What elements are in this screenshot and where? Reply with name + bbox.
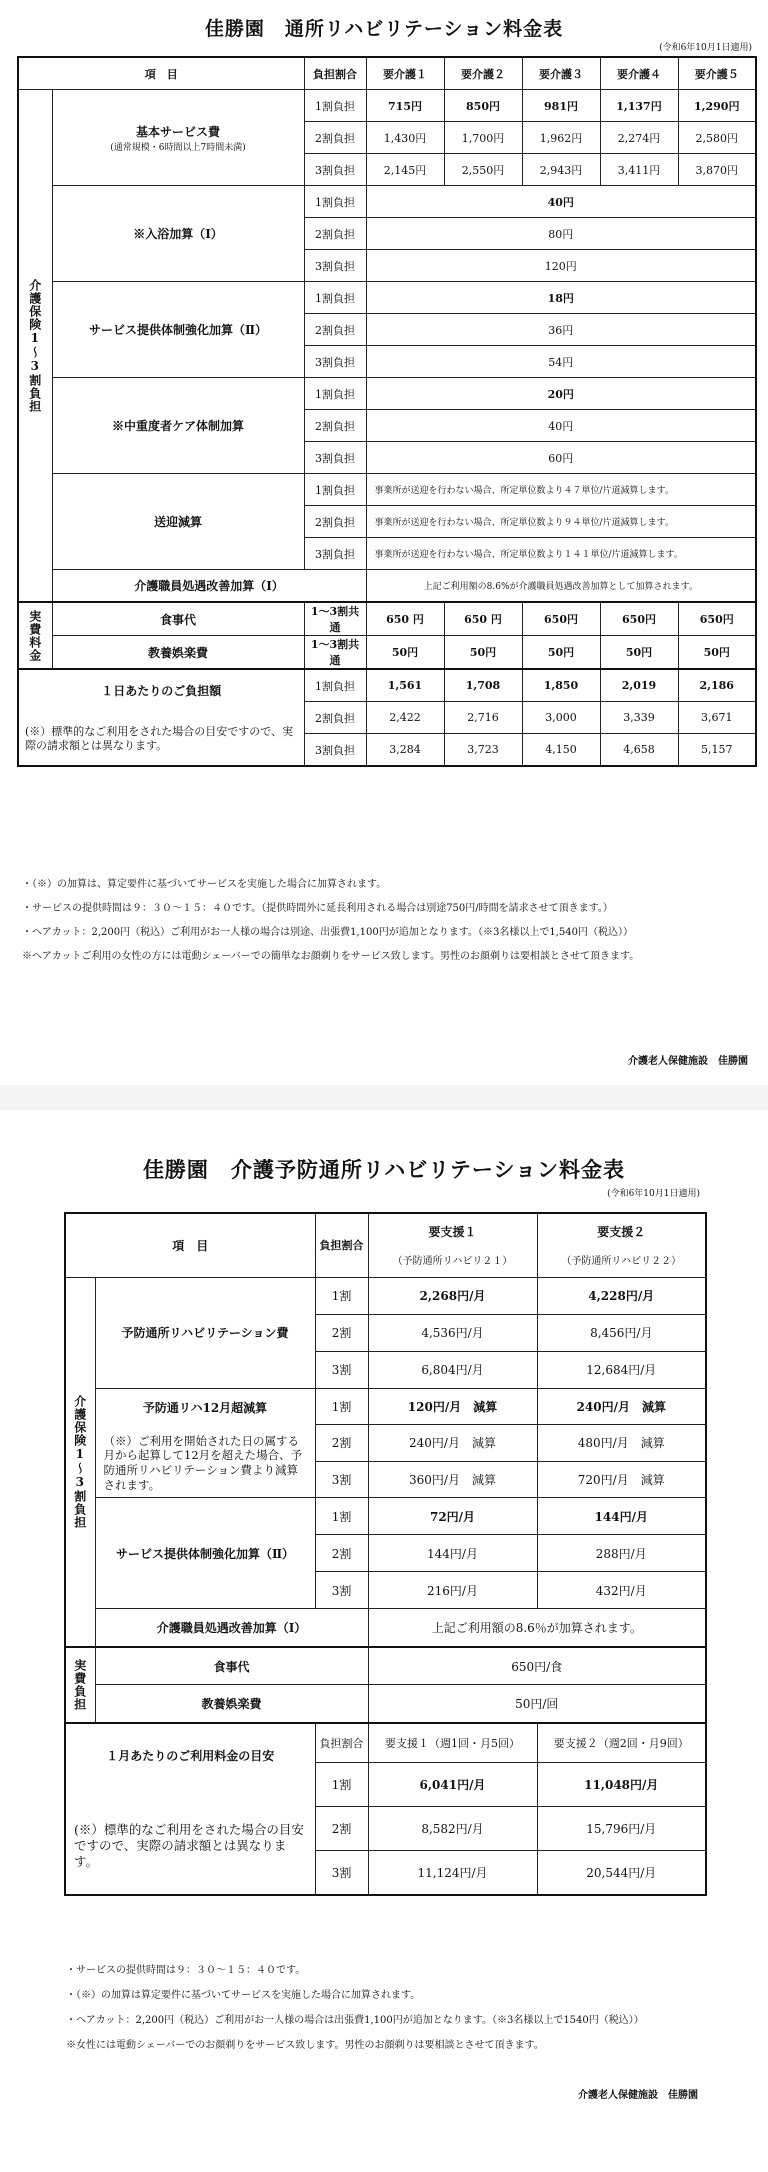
value-cell: 3,411円 [600,154,678,186]
value-cell: 20,544円/月 [537,1851,706,1895]
value-cell: 15,796円/月 [537,1807,706,1851]
rate-cell: 2割負担 [304,702,366,734]
recreation-value: 50円/回 [368,1685,706,1723]
value-cell: 40円 [366,186,756,218]
base-label: 予防通所リハビリテーション費 [95,1277,315,1388]
value-cell: 4,658 [600,734,678,767]
value-cell: 3,000 [522,702,600,734]
value-cell: 480円/月 減算 [537,1425,706,1462]
notes-block [22,880,639,962]
rate-cell: 3割負担 [304,538,366,570]
monthly-label-cell [65,1723,315,1895]
daily-total-label-cell [18,669,304,766]
table-row [65,1498,706,1535]
header-level-3: 要介護３ [522,57,600,90]
value-cell: 50円 [444,636,522,670]
value-cell: 1,561 [366,669,444,702]
fee-sheet-daycare [0,0,768,1085]
value-cell: 2,422 [366,702,444,734]
base-service-label [52,90,304,186]
rate-cell: 3割負担 [304,250,366,282]
recreation-label: 教養娯楽費 [52,636,304,670]
value-cell: 288円/月 [537,1535,706,1572]
side-label-actual: 実費負担 [65,1647,95,1723]
meal-label: 食事代 [95,1647,368,1685]
table-row [18,474,756,506]
improve-label: 介護職員処遇改善加算（Ⅰ） [52,570,366,603]
value-cell: 216円/月 [368,1572,537,1609]
value-cell: 50円 [678,636,756,670]
monthly-note: (※）標準的なご利用をされた場合の目安ですので、実際の請求額とは異なります。 [74,1821,304,1870]
table-row [18,90,756,122]
rate-cell: 2割負担 [304,314,366,346]
value-cell: 8,582円/月 [368,1807,537,1851]
value-cell: 18円 [366,282,756,314]
over12-label-cell [95,1388,315,1498]
value-cell: 4,228円/月 [537,1277,706,1314]
monthly-burden-header: 負担割合 [315,1723,368,1763]
value-cell: 1,850 [522,669,600,702]
value-cell: 2,274円 [600,122,678,154]
rate-cell: 1割負担 [304,90,366,122]
improve-value: 上記ご利用額の8.6％が加算されます。 [368,1609,706,1647]
facility-footer: 介護老人保健施設 佳勝園 [628,1056,748,1067]
page-separator [0,1085,768,1110]
value-cell: 50円 [522,636,600,670]
rate-cell: 2割 [315,1425,368,1462]
severe-label: ※中重度者ケア体制加算 [52,378,304,474]
service-label: サービス提供体制強化加算（Ⅱ） [52,282,304,378]
rate-cell: 1割 [315,1498,368,1535]
effective-date-note: (令和6年10月1日適用) [607,1189,700,1199]
value-cell: 36円 [366,314,756,346]
table-row [18,282,756,314]
table-row [18,636,756,670]
value-cell: 2,716 [444,702,522,734]
note-line: ・（※）の加算は、算定要件に基づいてサービスを実施した場合に加算されます。 [22,879,387,890]
service-label: サービス提供体制強化加算（Ⅱ） [95,1498,315,1609]
value-cell: 144円/月 [368,1535,537,1572]
sheet-title: 佳勝園 通所リハビリテーション料金表 [204,18,564,40]
value-cell: 72円/月 [368,1498,537,1535]
meal-value: 650円/食 [368,1647,706,1685]
facility-footer: 介護老人保健施設 佳勝園 [578,2090,698,2101]
value-cell: 1,708 [444,669,522,702]
value-cell: 360円/月 減算 [368,1461,537,1498]
bath-label: ※入浴加算（Ⅰ） [52,186,304,282]
value-cell: 40円 [366,410,756,442]
rate-cell: 2割負担 [304,410,366,442]
value-cell: 4,536円/月 [368,1314,537,1351]
value-cell: 60円 [366,442,756,474]
header-sublevel-2: （予防通所リハビリ２２） [561,1256,682,1268]
value-cell: 6,804円/月 [368,1351,537,1388]
value-cell: 事業所が送迎を行わない場合、所定単位数より４７単位/片道減算します。 [366,474,756,506]
header-level-2-cell [537,1213,706,1277]
table-row [18,602,756,636]
rate-cell: 2割負担 [304,506,366,538]
value-cell: 981円 [522,90,600,122]
value-cell: 2,268円/月 [368,1277,537,1314]
table-row [65,1388,706,1425]
value-cell: 2,580円 [678,122,756,154]
note-line: ・ヘアカット：2,200円（税込）ご利用がお一人様の場合は別途、出張費1,100円が追加となります。（※3名様以上で1,540円（税込）） [22,927,633,938]
value-cell: 3,339 [600,702,678,734]
value-cell: 650 円 [444,602,522,636]
fee-sheet-preventive [0,1110,768,2172]
value-cell: 6,041円/月 [368,1763,537,1807]
sheet-title: 佳勝園 介護予防通所リハビリテーション料金表 [142,1157,626,1182]
header-row [65,1213,706,1277]
rate-cell: 1割負担 [304,282,366,314]
table-row [65,1609,706,1647]
side-label-insurance: 介護保険1〜3割負担 [65,1277,95,1647]
improve-label: 介護職員処遇改善加算（Ⅰ） [95,1609,368,1647]
header-row [18,57,756,90]
side-label-insurance: 介護保険1〜3割負担 [18,90,52,603]
value-cell: 120円/月 減算 [368,1388,537,1425]
note-line: ・ヘアカット：2,200円（税込）ご利用がお一人様の場合は出張費1,100円が追加となります。（※3名様以上で1540円（税込）） [66,2015,644,2026]
header-level-2: 要支援２ [597,1225,646,1240]
rate-cell: 3割 [315,1351,368,1388]
note-line: ※女性には電動シェーバーでのお顔剃りをサービス致します。男性のお顔剃りは要相談とさせて頂きます。 [66,2040,544,2051]
rate-cell: 3割 [315,1851,368,1895]
header-level-2: 要介護２ [444,57,522,90]
value-cell: 12,684円/月 [537,1351,706,1388]
effective-date-note: (令和6年10月1日適用) [659,43,752,53]
preventive-fee-table [64,1212,707,1896]
value-cell: 1,700円 [444,122,522,154]
table-row [18,186,756,218]
value-cell: 50円 [366,636,444,670]
rate-cell: 1割 [315,1763,368,1807]
rate-cell: 2割 [315,1535,368,1572]
transport-label: 送迎減算 [52,474,304,570]
value-cell: 8,456円/月 [537,1314,706,1351]
rate-cell: 1〜3割共通 [304,602,366,636]
header-burden: 負担割合 [315,1213,368,1277]
value-cell: 720円/月 減算 [537,1461,706,1498]
value-cell: 850円 [444,90,522,122]
rate-cell: 1割 [315,1277,368,1314]
header-level-1-cell [368,1213,537,1277]
value-cell: 1,962円 [522,122,600,154]
rate-cell: 2割 [315,1314,368,1351]
header-sublevel-1: （予防通所リハビリ２１） [392,1256,513,1268]
header-level-4: 要介護４ [600,57,678,90]
note-line: ・（※）の加算は算定要件に基づいてサービスを実施した場合に加算されます。 [66,1990,421,2001]
header-item: 項 目 [18,57,304,90]
header-burden: 負担割合 [304,57,366,90]
table-row [65,1647,706,1685]
value-cell: 240円/月 減算 [537,1388,706,1425]
value-cell: 1,290円 [678,90,756,122]
rate-cell: 1割負担 [304,186,366,218]
rate-cell: 3割負担 [304,734,366,767]
value-cell: 2,145円 [366,154,444,186]
daily-total-label: １日あたりのご負担額 [101,683,222,698]
notes-block [66,1966,644,2051]
value-cell: 650円 [522,602,600,636]
over12-note: （※）ご利用を開始された日の属する月から起算して12月を超えた場合、予防通所リハビリテーション費より減算されます。 [103,1433,303,1493]
meal-label: 食事代 [52,602,304,636]
value-cell: 80円 [366,218,756,250]
table-row [65,1723,706,1763]
value-cell: 2,019 [600,669,678,702]
rate-cell: 2割 [315,1807,368,1851]
daycare-fee-table [17,56,757,767]
value-cell: 120円 [366,250,756,282]
header-level-1: 要介護１ [366,57,444,90]
monthly-level-2: 要支援２（週2回・月9回） [537,1723,706,1763]
rate-cell: 3割負担 [304,346,366,378]
monthly-label: １月あたりのご利用料金の目安 [106,1748,275,1763]
value-cell: 5,157 [678,734,756,767]
value-cell: 1,430円 [366,122,444,154]
value-cell: 3,870円 [678,154,756,186]
base-sub: (通常規模・6時間以上7時間未満) [110,142,246,153]
value-cell: 事業所が送迎を行わない場合、所定単位数より９４単位/片道減算します。 [366,506,756,538]
value-cell: 4,150 [522,734,600,767]
value-cell: 240円/月 減算 [368,1425,537,1462]
base-label: 基本サービス費 [135,124,220,139]
table-row [65,1685,706,1723]
value-cell: 2,943円 [522,154,600,186]
note-line: ※ヘアカットご利用の女性の方には電動シェーバーでの簡単なお顔剃りをサービス致します。男性のお顔剃りは要相談とさせて頂きます。 [22,951,640,962]
value-cell: 50円 [600,636,678,670]
rate-cell: 1割負担 [304,378,366,410]
table-row [18,378,756,410]
rate-cell: 1〜3割共通 [304,636,366,670]
daily-total-note: (※）標準的なご利用をされた場合の目安ですので、実際の請求額とは異なります。 [25,724,294,752]
value-cell: 2,186 [678,669,756,702]
value-cell: 144円/月 [537,1498,706,1535]
value-cell: 650円 [600,602,678,636]
note-line: ・サービスの提供時間は９：３０～１５：４０です。 [66,1965,306,1976]
table-row [18,570,756,603]
rate-cell: 3割 [315,1572,368,1609]
side-label-actual: 実費料金 [18,602,52,669]
rate-cell: 3割負担 [304,154,366,186]
value-cell: 3,723 [444,734,522,767]
rate-cell: 1割 [315,1388,368,1425]
value-cell: 2,550円 [444,154,522,186]
value-cell: 432円/月 [537,1572,706,1609]
value-cell: 715円 [366,90,444,122]
rate-cell: 1割負担 [304,669,366,702]
rate-cell: 1割負担 [304,474,366,506]
note-line: ・サービスの提供時間は９：３０～１５：４０です。（提供時間外に延長利用される場合は別途750円/時間を請求させて頂きます。） [22,903,613,914]
value-cell: 11,048円/月 [537,1763,706,1807]
value-cell: 事業所が送迎を行わない場合、所定単位数より１４１単位/片道減算します。 [366,538,756,570]
recreation-label: 教養娯楽費 [95,1685,368,1723]
value-cell: 11,124円/月 [368,1851,537,1895]
monthly-level-1: 要支援１（週1回・月5回） [368,1723,537,1763]
value-cell: 3,284 [366,734,444,767]
header-item: 項 目 [65,1213,315,1277]
value-cell: 3,671 [678,702,756,734]
rate-cell: 2割負担 [304,122,366,154]
improve-value: 上記ご利用額の8.6%が介護職員処遇改善加算として加算されます。 [366,570,756,603]
rate-cell: 2割負担 [304,218,366,250]
header-level-1: 要支援１ [428,1225,477,1240]
rate-cell: 3割 [315,1461,368,1498]
value-cell: 54円 [366,346,756,378]
over12-label: 予防通リハ12月超減算 [142,1400,268,1415]
value-cell: 1,137円 [600,90,678,122]
table-row [18,669,756,702]
value-cell: 650 円 [366,602,444,636]
value-cell: 20円 [366,378,756,410]
value-cell: 650円 [678,602,756,636]
header-level-5: 要介護５ [678,57,756,90]
table-row [65,1277,706,1314]
rate-cell: 3割負担 [304,442,366,474]
